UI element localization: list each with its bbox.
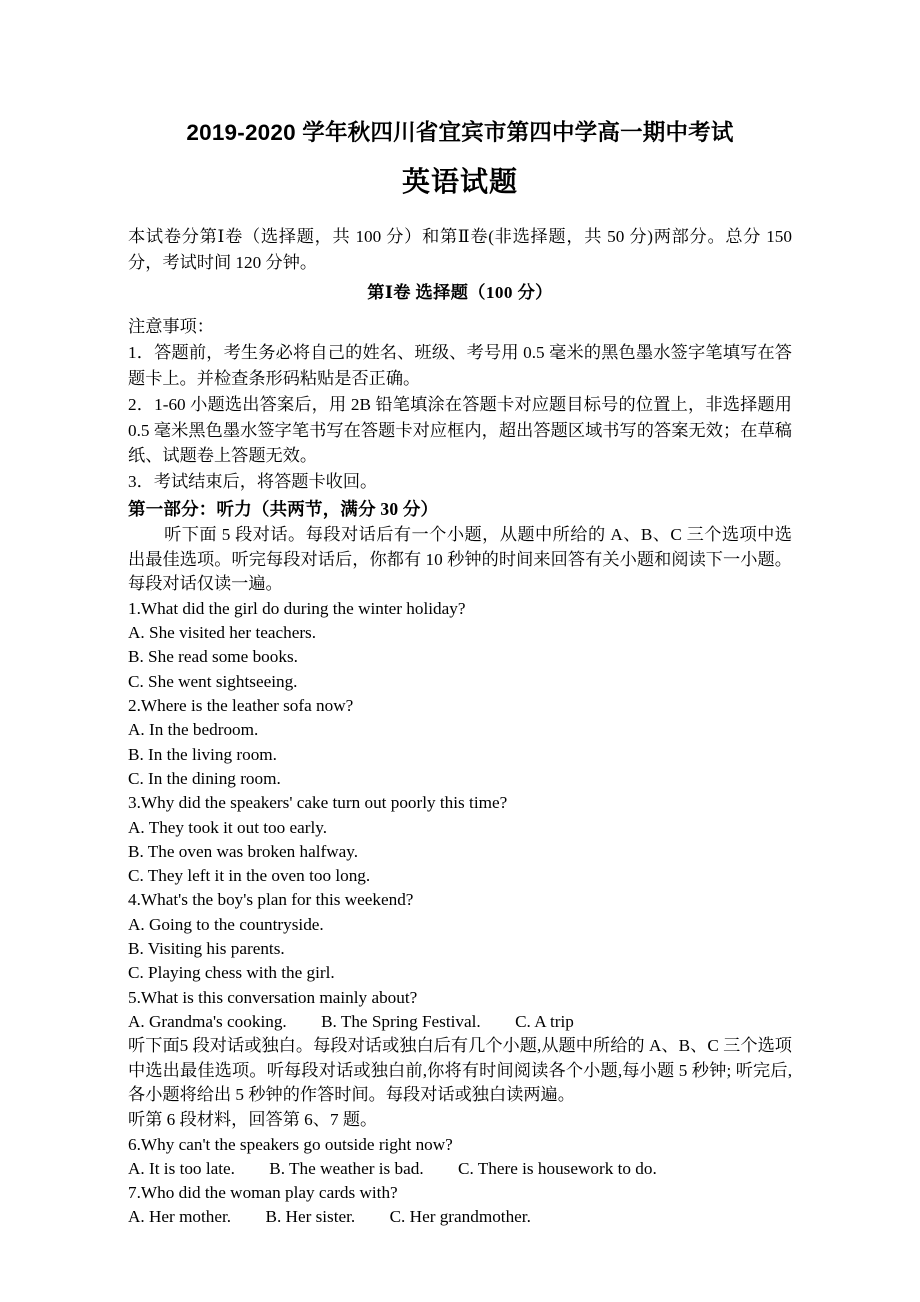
question-list-part-two <box>128 1133 792 1230</box>
question-stem: 4.What's the boy's plan for this weekend? <box>128 890 414 910</box>
question-stem: 6.Why can't the speakers go outside right now? <box>128 1134 453 1154</box>
question-option: B. Visiting his parents. <box>128 939 285 959</box>
question-list-part-one <box>128 597 792 1034</box>
question-option: C. They left it in the oven too long. <box>128 866 371 886</box>
question-option: A. Going to the countryside. <box>128 914 324 934</box>
page-title: 2019-2020 学年秋四川省宜宾市第四中学高一期中考试 <box>186 120 734 145</box>
notice-item-2: 2．1-60 小题选出答案后，用 2B 铅笔填涂在答题卡对应题目标号的位置上，非选择题用 0.5 毫米黑色墨水签字笔书写在答题卡对应框内，超出答题区域书写的答案无效；在草稿纸、试题卷上答题无效。 <box>128 394 792 466</box>
section-one-heading: 第一部分：听力（共两节，满分 30 分） <box>128 499 439 520</box>
intro-paragraph: 本试卷分第Ⅰ卷（选择题，共 100 分）和第Ⅱ卷(非选择题，共 50 分)两部分。总分 150 分，考试时间 120 分钟。 <box>128 227 792 273</box>
question-option: A. She visited her teachers. <box>128 623 317 643</box>
listening-part-two-instruction: 听下面5 段对话或独白。每段对话或独白后有几个小题,从题中所给的 A、B、C 三个选项中选出最佳选项。听每段对话或独白前,你将有时间阅读各个小题,每小题 5 秒钟; 听完后,各小题将给出 5 秒钟的作答时间。每段对话或独白读两遍。 <box>128 1036 792 1105</box>
question-stem: 3.Why did the speakers' cake turn out poorly this time? <box>128 793 508 813</box>
question-stem: 7.Who did the woman play cards with? <box>128 1183 398 1203</box>
listening-part-one-instruction: 听下面 5 段对话。每段对话后有一个小题，从题中所给的 A、B、C 三个选项中选出最佳选项。听完每段对话后，你都有 10 秒钟的时间来回答有关小题和阅读下一小题。每段对话仅读一遍。 <box>128 525 792 594</box>
page-content <box>128 0 792 1230</box>
material-six-note: 听第 6 段材料，回答第 6、7 题。 <box>128 1109 378 1129</box>
question-stem: 2.Where is the leather sofa now? <box>128 696 354 716</box>
subject-title: 英语试题 <box>401 166 518 198</box>
question-option: B. The oven was broken halfway. <box>128 841 359 861</box>
question-option: A. They took it out too early. <box>128 817 328 837</box>
question-option: B. She read some books. <box>128 647 298 667</box>
question-stem: 5.What is this conversation mainly about? <box>128 987 418 1007</box>
notice-item-3: 3．考试结束后，将答题卡收回。 <box>128 472 378 492</box>
question-option-row: A. Grandma's cooking. B. The Spring Festival. C. A trip <box>128 1011 574 1031</box>
question-option: B. In the living room. <box>128 744 277 764</box>
notice-label: 注意事项： <box>128 317 214 337</box>
question-option: A. In the bedroom. <box>128 720 259 740</box>
question-stem: 1.What did the girl do during the winter holiday? <box>128 598 466 618</box>
notice-item-1: 1．答题前，考生务必将自己的姓名、班级、考号用 0.5 毫米的黑色墨水签字笔填写在答题卡上。并检查条形码粘贴是否正确。 <box>128 343 792 389</box>
question-option-row: A. Her mother. B. Her sister. C. Her grandmother. <box>128 1207 531 1227</box>
question-option: C. She went sightseeing. <box>128 671 298 691</box>
question-option: C. In the dining room. <box>128 768 281 788</box>
question-option-row: A. It is too late. B. The weather is bad. C. There is housework to do. <box>128 1158 657 1178</box>
question-option: C. Playing chess with the girl. <box>128 963 335 983</box>
paper-part-heading: 第Ⅰ卷 选择题（100 分） <box>367 283 553 303</box>
